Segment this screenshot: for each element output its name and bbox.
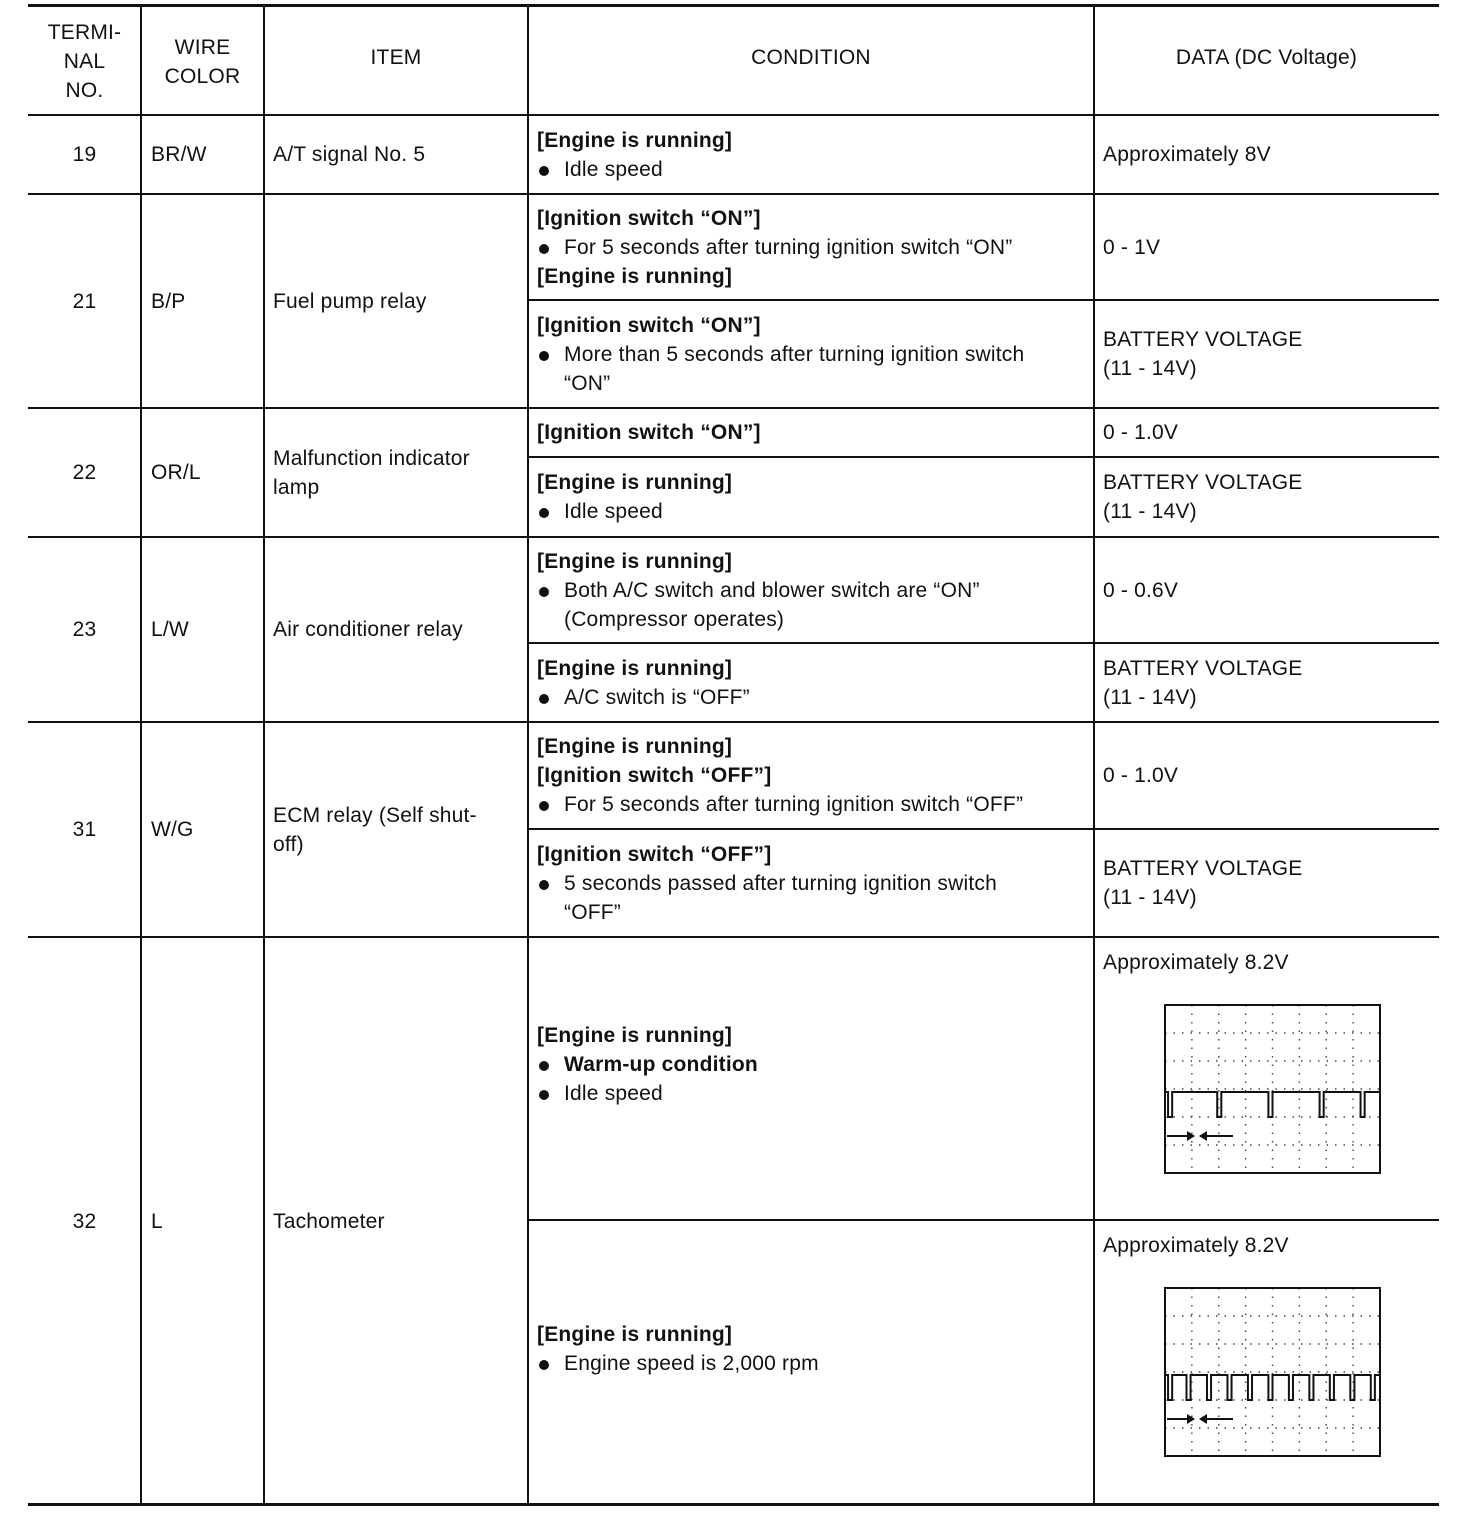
- wire-color: L: [151, 1209, 163, 1233]
- item-name: A/T signal No. 5: [273, 143, 426, 166]
- scope-frame: [1165, 1005, 1380, 1173]
- table-rule: [28, 193, 1439, 195]
- data-value: BATTERY VOLTAGE: [1103, 656, 1303, 680]
- time-marker-arrowhead: [1199, 1414, 1207, 1424]
- data-value: Approximately 8.2V: [1103, 951, 1289, 974]
- item-name: lamp: [273, 475, 320, 499]
- condition-heading: [Ignition switch “ON”]: [537, 206, 761, 230]
- data-value: 0 - 1.0V: [1103, 764, 1179, 787]
- bullet-dot: [539, 351, 549, 361]
- data-value: (11 - 14V): [1103, 500, 1197, 523]
- waveform-trace: [1165, 1375, 1380, 1400]
- condition-heading: [Engine is running]: [537, 471, 733, 494]
- scope-frame: [1165, 1288, 1380, 1456]
- condition-heading: [Engine is running]: [537, 549, 733, 573]
- condition-heading: [Ignition switch “OFF”]: [537, 764, 772, 787]
- waveform-trace: [1165, 1092, 1380, 1117]
- column-rule: [527, 4, 529, 1505]
- condition-bullet-text: Idle speed: [564, 1082, 663, 1105]
- condition-heading: [Engine is running]: [537, 264, 733, 288]
- item-name: Fuel pump relay: [273, 289, 427, 313]
- terminal-number: 21: [72, 289, 97, 313]
- terminal-number: 31: [72, 818, 97, 841]
- condition-heading: [Engine is running]: [537, 656, 733, 680]
- condition-heading: [Engine is running]: [537, 1024, 733, 1047]
- header-condition: CONDITION: [751, 46, 871, 69]
- condition-heading: [Ignition switch “ON”]: [537, 313, 761, 337]
- condition-bullet-text: (Compressor operates): [564, 607, 785, 631]
- item-name: ECM relay (Self shut-: [273, 803, 477, 827]
- data-value: 0 - 1.0V: [1103, 421, 1179, 444]
- bullet-dot: [539, 801, 549, 811]
- data-value: (11 - 14V): [1103, 357, 1197, 380]
- item-name: Air conditioner relay: [273, 618, 463, 641]
- cell-divider: [528, 642, 1439, 644]
- bullet-dot: [539, 587, 549, 597]
- cell-divider: [528, 1219, 1439, 1221]
- time-marker-arrowhead: [1187, 1414, 1195, 1424]
- column-rule: [140, 4, 142, 1505]
- condition-heading: [Ignition switch “ON”]: [537, 421, 761, 444]
- header-cell-text: TERMI-: [47, 21, 122, 44]
- condition-heading: [Engine is running]: [537, 1322, 733, 1346]
- data-value: (11 - 14V): [1103, 685, 1197, 709]
- condition-bullet-text: A/C switch is “OFF”: [564, 685, 750, 709]
- terminal-number: 32: [72, 1209, 97, 1233]
- data-value: BATTERY VOLTAGE: [1103, 471, 1303, 494]
- table-rule: [28, 721, 1439, 723]
- bullet-dot: [539, 244, 549, 254]
- terminal-number: 23: [72, 618, 97, 641]
- data-value: (11 - 14V): [1103, 886, 1197, 909]
- terminal-number: 19: [72, 143, 97, 166]
- column-rule: [263, 4, 265, 1505]
- condition-bullet-text: Idle speed: [564, 500, 663, 523]
- condition-bullet-text: 5 seconds passed after turning ignition switch: [564, 871, 997, 895]
- data-value: 0 - 1V: [1103, 235, 1161, 259]
- terminal-number: 22: [72, 461, 97, 484]
- bullet-dot: [539, 1061, 549, 1071]
- header-cell-text: NO.: [65, 79, 104, 102]
- cell-divider: [528, 299, 1439, 301]
- table-rule: [28, 407, 1439, 409]
- header-item: ITEM: [370, 46, 422, 69]
- wire-color: OR/L: [151, 461, 201, 484]
- bullet-dot: [539, 880, 549, 890]
- condition-heading: [Engine is running]: [537, 128, 733, 152]
- data-value: 0 - 0.6V: [1103, 578, 1179, 602]
- table-rule: [28, 936, 1439, 938]
- wire-color: L/W: [151, 618, 189, 641]
- condition-bullet-text: More than 5 seconds after turning ignition switch: [564, 342, 1025, 366]
- table-rule: [28, 536, 1439, 538]
- table-rule: [28, 1503, 1439, 1506]
- oscilloscope-figure: [1100, 1270, 1430, 1490]
- condition-heading: [Ignition switch “OFF”]: [537, 842, 772, 866]
- condition-heading: [Engine is running]: [537, 735, 733, 758]
- condition-bullet-text: Warm-up condition: [564, 1053, 758, 1076]
- data-value: Approximately 8V: [1103, 143, 1271, 166]
- bullet-dot: [539, 1360, 549, 1370]
- table-rule: [28, 114, 1439, 116]
- wire-color: BR/W: [151, 143, 207, 166]
- condition-bullet-text: Both A/C switch and blower switch are “ON”: [564, 578, 980, 602]
- condition-bullet-text: “ON”: [564, 371, 611, 395]
- data-value: Approximately 8.2V: [1103, 1234, 1289, 1257]
- column-rule: [1093, 4, 1095, 1505]
- cell-divider: [528, 828, 1439, 830]
- bullet-dot: [539, 694, 549, 704]
- oscilloscope-figure: [1100, 987, 1430, 1207]
- condition-bullet-text: For 5 seconds after turning ignition switch “OFF”: [564, 793, 1024, 816]
- data-value: BATTERY VOLTAGE: [1103, 328, 1303, 351]
- bullet-dot: [539, 166, 549, 176]
- condition-bullet-text: “OFF”: [564, 900, 621, 924]
- bullet-dot: [539, 1090, 549, 1100]
- condition-bullet-text: For 5 seconds after turning ignition switch “ON”: [564, 235, 1013, 259]
- header-cell-text: COLOR: [164, 64, 241, 88]
- wire-color: W/G: [151, 818, 194, 841]
- table-rule: [28, 4, 1439, 7]
- item-name: off): [273, 832, 304, 856]
- time-marker-arrowhead: [1187, 1131, 1195, 1141]
- item-name: Tachometer: [273, 1209, 385, 1233]
- header-cell-text: WIRE: [174, 35, 231, 59]
- header-cell-text: NAL: [63, 50, 106, 73]
- header-data: DATA (DC Voltage): [1175, 46, 1358, 69]
- data-value: BATTERY VOLTAGE: [1103, 857, 1303, 880]
- bullet-dot: [539, 508, 549, 518]
- time-marker-arrowhead: [1199, 1131, 1207, 1141]
- condition-bullet-text: Engine speed is 2,000 rpm: [564, 1351, 819, 1375]
- wire-color: B/P: [151, 289, 186, 313]
- condition-bullet-text: Idle speed: [564, 157, 663, 181]
- cell-divider: [528, 456, 1439, 458]
- item-name: Malfunction indicator: [273, 446, 470, 470]
